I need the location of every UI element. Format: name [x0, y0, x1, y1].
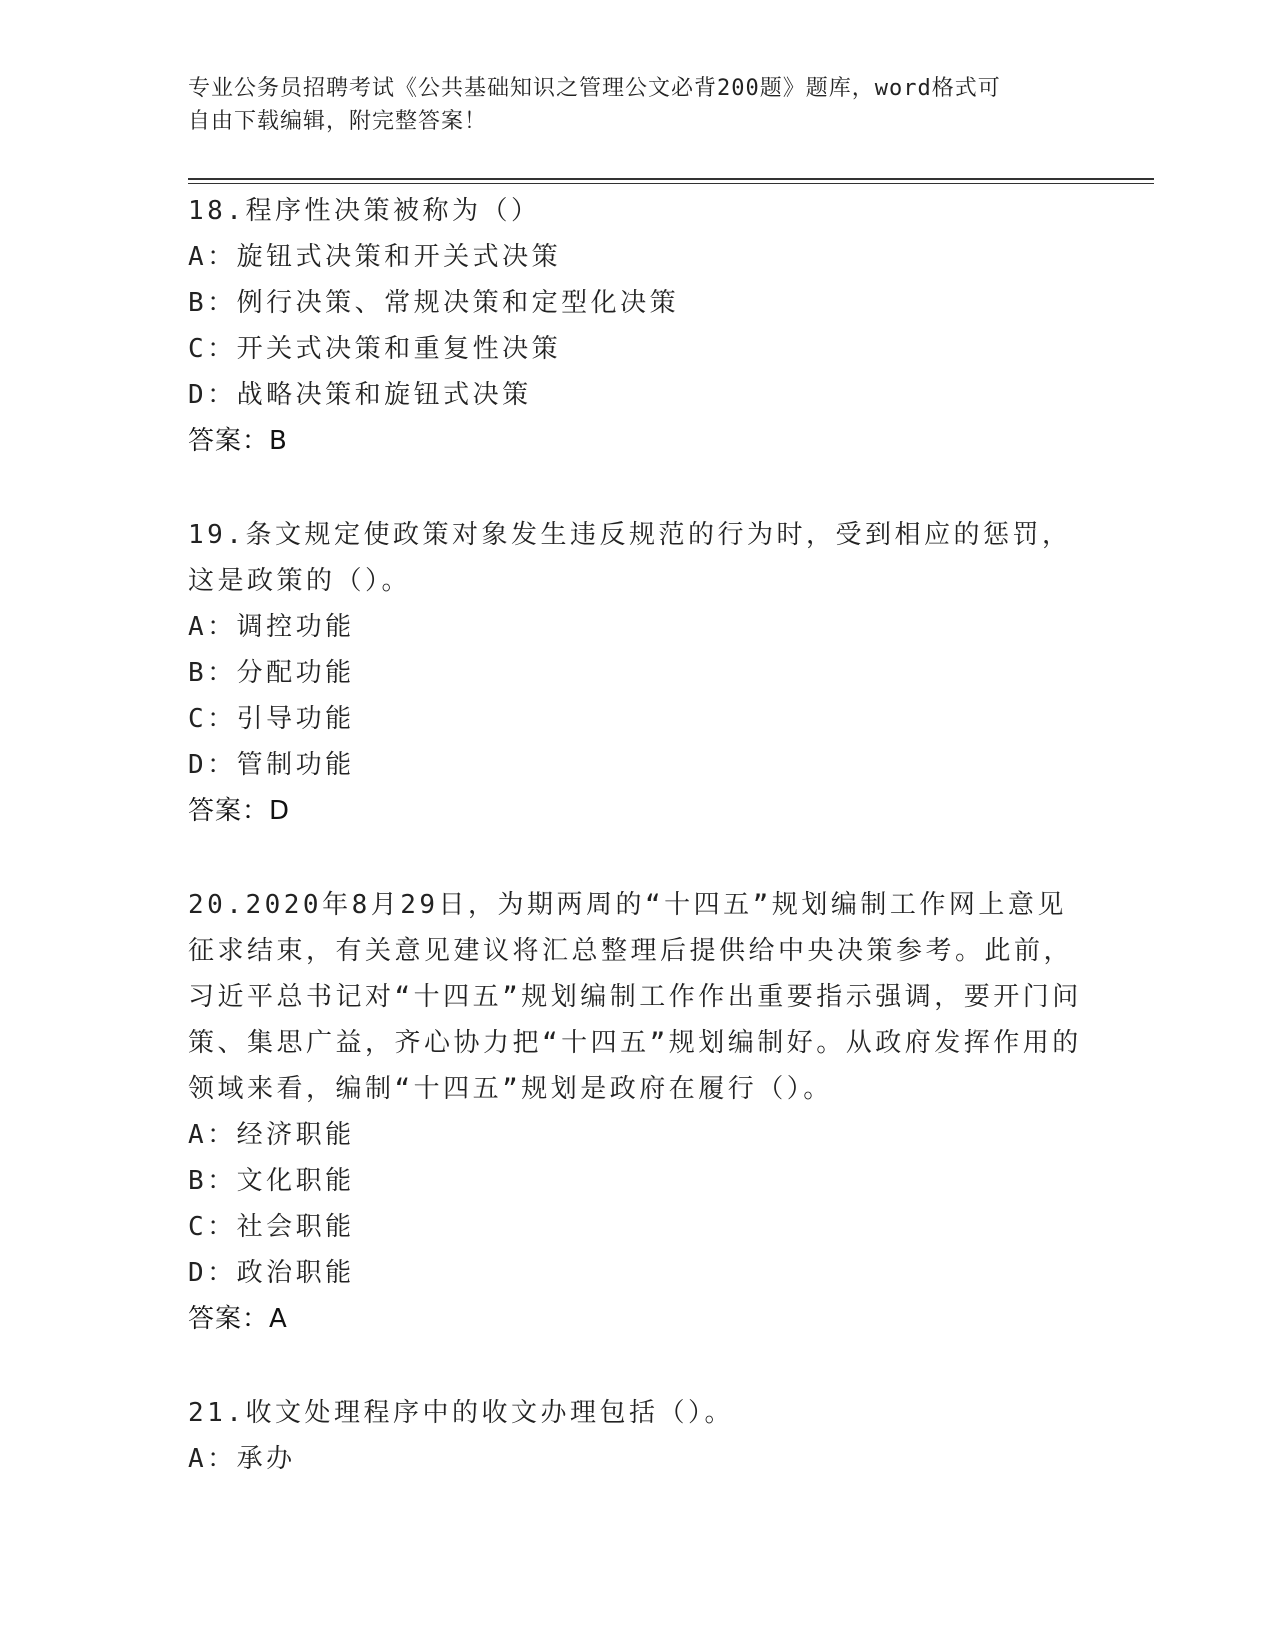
question-18 [188, 188, 1088, 464]
option-c: C：开关式决策和重复性决策 [188, 334, 562, 364]
option-a: A：调控功能 [188, 612, 355, 642]
question-stem: 21.收文处理程序中的收文办理包括（）。 [188, 1398, 734, 1428]
document-header [188, 72, 1088, 138]
header-divider-thin [188, 183, 1154, 184]
header-line-1: 专业公务员招聘考试《公共基础知识之管理公文必背200题》题库，word格式可 [188, 76, 1001, 101]
answer-line: 答案：A [188, 1304, 288, 1334]
option-d: D：政治职能 [188, 1258, 355, 1288]
option-d: D：管制功能 [188, 750, 355, 780]
question-stem: 19.条文规定使政策对象发生违反规范的行为时，受到相应的惩罚，这是政策的（）。 [188, 520, 1072, 596]
question-stem: 20.2020年8月29日，为期两周的“十四五”规划编制工作网上意见征求结束，有关意见建议将汇总整理后提供给中央决策参考。此前，习近平总书记对“十四五”规划编制工作作出重要指示强调，要开门问策、集思广益，齐心协力把“十四五”规划编制好。从政府发挥作用的领域来看，编制“十四五”规划是政府在履行（）。 [188, 890, 1082, 1104]
question-stem: 18.程序性决策被称为（） [188, 196, 541, 226]
option-a: A：承办 [188, 1444, 296, 1474]
question-list [188, 188, 1088, 1530]
question-21 [188, 1390, 1088, 1482]
option-a: A：旋钮式决策和开关式决策 [188, 242, 562, 272]
option-c: C：社会职能 [188, 1212, 355, 1242]
question-19 [188, 512, 1088, 834]
option-d: D：战略决策和旋钮式决策 [188, 380, 532, 410]
answer-line: 答案：B [188, 426, 288, 456]
option-b: B：文化职能 [188, 1166, 355, 1196]
header-line-2: 自由下载编辑，附完整答案！ [188, 109, 488, 134]
option-c: C：引导功能 [188, 704, 355, 734]
question-20 [188, 882, 1088, 1342]
option-b: B：例行决策、常规决策和定型化决策 [188, 288, 680, 318]
option-b: B：分配功能 [188, 658, 355, 688]
answer-line: 答案：D [188, 796, 291, 826]
header-divider-thick [188, 178, 1154, 180]
option-a: A：经济职能 [188, 1120, 355, 1150]
